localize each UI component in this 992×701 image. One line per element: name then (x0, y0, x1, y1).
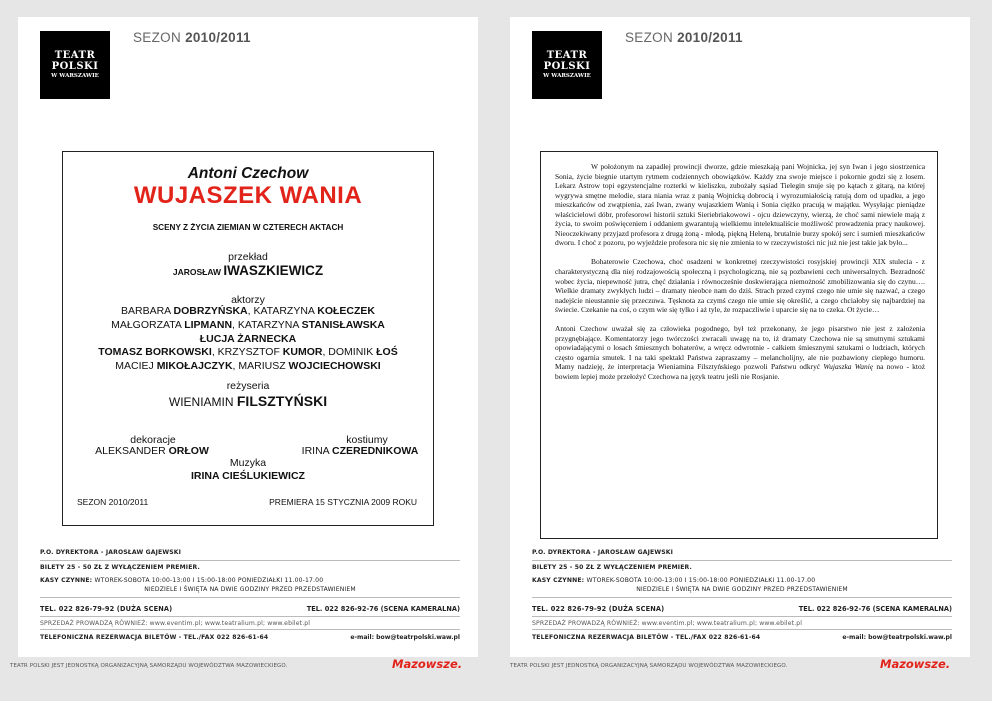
actor-surname: ŁUCJA ŻARNECKA (199, 332, 297, 345)
sets-role: dekoracje (130, 434, 176, 446)
sales-line: SPRZEDAŻ PROWADZĄ RÓWNIEŻ: www.eventim.pl; www.teatralium.pl; www.ebilet.pl (40, 620, 311, 627)
description-text (555, 162, 925, 391)
paragraph-italic-title: Wujaszka Wanię (823, 362, 874, 372)
costumes-last: CZEREDNIKOWA (332, 445, 419, 457)
cast-role: aktorzy (231, 294, 265, 306)
cast-text: MACIEJ (115, 360, 157, 373)
actor-surname: ŁOŚ (376, 346, 398, 359)
credits-box (62, 151, 434, 526)
translator-first: JAROSŁAW (172, 267, 224, 277)
translator-last: IWASZKIEWICZ (223, 263, 324, 278)
direction-role: reżyseria (226, 380, 270, 392)
cast-line (63, 305, 433, 319)
season-prefix: SEZON (625, 30, 678, 45)
director-name (63, 393, 433, 409)
box-office-label: KASY CZYNNE: (40, 577, 95, 584)
logo-line-2: POLSKI (51, 61, 99, 72)
actor-surname: KOŁECZEK (317, 305, 375, 317)
actor-surname: KUMOR (282, 346, 323, 359)
description-paragraph: W położonym na zapadłej prowincji dworze, gdzie mieszkają pani Wojnicka, jej syn Iwan i jego siostrzenica Sonia, życie biegnie utartym rytmem codziennych obowiązków. Każdy zna swoje miejsce i pokornie godzi się z losem. Lekarz Astrow topi egzystencjalne rozterki w kieliszku, zubożały sąsiad Tielegin snuje się po kątach z gitarą, na której wygrywa smętne melodie, stara niania wraz z panią Wojnicką dobrocią i wyrozumiałością ratują dom od upadku, a jego mieszkańców od zwątpienia, zaś Iwan, zwany wujaszkiem Wanią i Sonia ciężko pracują w majątku. Wysyłając pieniądze właścicielowi dóbr, profesorowi historii sztuki Sieriebriakowowi - ojcu dziewczyny, wierzą, że choć sami niewiele mają z życia, to swoim poświęceniem i oddaniem gwarantują wielkiemu intelektualiście możliwość prowadzenia pracy naukowej. Nieoczekiwany przyjazd profesora z drugą żoną - młodą, piękną Heleną, brutalnie burzy spokój serc i sumień mieszkańców dworu. I choć z pozoru, po wyjeździe profesora nic się nie zmienia to w rzeczywistości nic już nie jest takie jak było... (555, 162, 925, 248)
season-year: 2010/2011 (185, 30, 251, 45)
email-line: e-mail: bow@teatrpolski.waw.pl (842, 634, 952, 641)
box-office-hours (40, 577, 460, 584)
divider (40, 560, 460, 561)
tel-main: TEL. 022 826-79-92 (DUŻA SCENA) (532, 605, 665, 613)
bottom-season: SEZON 2010/2011 (77, 497, 149, 507)
divider (532, 560, 952, 561)
play-title: WUJASZEK WANIA (133, 182, 363, 209)
actor-surname: LIPMANN (184, 318, 233, 331)
sales-line: SPRZEDAŻ PROWADZĄ RÓWNIEŻ: www.eventim.pl; www.teatralium.pl; www.ebilet.pl (532, 620, 803, 627)
sets-name (77, 445, 227, 457)
actor-surname: TOMASZ BORKOWSKI (98, 346, 212, 359)
description-paragraph: Bohaterowie Czechowa, choć osadzeni w konkretnej rzeczywistości rosyjskiej prowincji XIX stulecia - z charakterystyczną dla niej rodzajowością społeczną i psychologiczną, nie są pozbawieni cech uniwersalnych. Bezradność wobec życia, niepewność jutra, chęć działania i równocześnie doskwierająca niemożność zmobilizowania się do czynu…. Wielkie dramaty zwykłych ludzi – dramaty nieobce nam do dziś. Strach przed czymś czego nie umie się nazwać, a czego nadejście nieustannie się przeczuwa. Tęsknota za czymś czego nie umie się określić, a czego chciałoby się najbardziej na świecie. Czekanie na coś, o czym wie się tylko i aż tyle, że rozpaczliwie i uparcie się na to czeka. Ot życie… (555, 257, 925, 315)
season-year: 2010/2011 (677, 30, 743, 45)
mazowsze-logo: Mazowsze. (880, 657, 951, 671)
cast-line (63, 360, 433, 374)
logo-line-2: POLSKI (543, 61, 591, 72)
phone-booking: TELEFONICZNA REZERWACJA BILETÓW - TEL./FAX 022 826-61-64 (40, 634, 269, 641)
box-office-hours-value: WTOREK-SOBOTA 10:00-13:00 I 15:00-18:00 PONIEDZIAŁKI 11.00-17.00 (94, 577, 324, 584)
teatr-polski-logo (40, 31, 110, 99)
logo-line-3: W WARSZAWIE (51, 73, 99, 79)
logo-line-1: TEATR (54, 50, 96, 61)
sets-last: ORŁOW (168, 445, 209, 457)
music-role: Muzyka (229, 457, 267, 469)
director-last: FILSZTYŃSKI (236, 393, 328, 409)
actor-surname: STANISŁAWSKA (301, 318, 385, 331)
author: Antoni Czechow (187, 165, 309, 182)
divider (532, 629, 952, 630)
teatr-polski-logo (532, 31, 602, 99)
actor-surname: WOJCIECHOWSKI (288, 360, 381, 373)
play-subtitle: SCENY Z ŻYCIA ZIEMIAN W CZTERECH AKTACH (152, 223, 344, 232)
box-office-holidays: NIEDZIELE I ŚWIĘTA NA DWIE GODZINY PRZED PRZEDSTAWIENIEM (144, 586, 356, 593)
email-line: e-mail: bow@teatrpolski.waw.pl (350, 634, 460, 641)
cast-line (63, 319, 433, 333)
divider (532, 597, 952, 598)
divider (532, 616, 952, 617)
costumes-role: kostiumy (346, 434, 388, 446)
phone-booking: TELEFONICZNA REZERWACJA BILETÓW - TEL./FAX 022 826-61-64 (532, 634, 761, 641)
music-name: IRINA CIEŚLUKIEWICZ (191, 470, 305, 482)
tickets-line: BILETY 25 - 50 ZŁ Z WYŁĄCZENIEM PREMIER. (532, 564, 692, 571)
actor-surname: DOBRZYŃSKA (173, 305, 248, 317)
divider (40, 616, 460, 617)
tel-chamber: TEL. 022 826-92-76 (SCENA KAMERALNA) (798, 605, 952, 613)
director-first: WIENIAMIN (168, 395, 237, 409)
cast-text: , KATARZYNA (247, 305, 318, 317)
box-office-hours-value: WTOREK-SOBOTA 10:00-13:00 I 15:00-18:00 PONIEDZIAŁKI 11.00-17.00 (586, 577, 816, 584)
bottom-note: TEATR POLSKI JEST JEDNOSTKĄ ORGANIZACYJNĄ SAMORZĄDU WOJEWÓDZTWA MAZOWIECKIEGO. (10, 663, 288, 669)
description-paragraph (555, 324, 925, 381)
cast-text: , KRZYSZTOF (211, 346, 283, 359)
divider (40, 597, 460, 598)
box-office-hours (532, 577, 952, 584)
actor-surname: MIKOŁAJCZYK (156, 360, 233, 373)
season-header (133, 30, 251, 45)
director-line: P.O. DYREKTORA - JAROSŁAW GAJEWSKI (40, 549, 182, 556)
box-office-holidays: NIEDZIELE I ŚWIĘTA NA DWIE GODZINY PRZED PRZEDSTAWIENIEM (636, 586, 848, 593)
costumes-name (285, 445, 435, 457)
divider (40, 629, 460, 630)
logo-line-3: W WARSZAWIE (543, 73, 591, 79)
translation-role: przekład (228, 251, 268, 263)
cast-text: BARBARA (121, 305, 174, 317)
tickets-line: BILETY 25 - 50 ZŁ Z WYŁĄCZENIEM PREMIER. (40, 564, 200, 571)
cast-text: , KATARZYNA (232, 318, 302, 331)
costumes-first: IRINA (301, 445, 332, 457)
director-line: P.O. DYREKTORA - JAROSŁAW GAJEWSKI (532, 549, 674, 556)
poster-page-description (510, 17, 970, 657)
paragraph-text: na nowo - ktoż bowiem lepiej może przełożyć Czechowa na język teatru jeśli nie Rosjanie. (555, 362, 925, 381)
translator-name (63, 263, 433, 278)
poster-page-credits (18, 17, 478, 657)
paragraph-text: Antoni Czechow uważał się za człowieka pogodnego, był też przekonany, że jego pisarstwo nie jest z założenia przygnębiające. Komentatorzy jego twórczości zwracali uwagę na to, iż dramaty Czechowa nie są smutnymi sztukami opowiadającymi o losach śmiesznych bohaterów, a wręcz odwrotnie - całkiem śmiesznymi sztukami o ludziach, których często ogarnia smutek. I na taki spektakl Państwa zapraszamy – melancholijny, ale nie pozbawiony ciepłego humoru. Mamy nadzieję, że interpretacja Wieniamina Filsztyńskiego pozwoli Państwu odkryć (555, 324, 925, 372)
cast-text: , MARIUSZ (232, 360, 289, 373)
description-box (540, 151, 938, 539)
cast-line (63, 333, 433, 347)
sets-first: ALEKSANDER (95, 445, 169, 457)
cast-text: MAŁGORZATA (111, 318, 185, 331)
cast-list (63, 305, 433, 374)
cast-line (63, 346, 433, 360)
mazowsze-logo: Mazowsze. (392, 657, 463, 671)
tel-chamber: TEL. 022 826-92-76 (SCENA KAMERALNA) (306, 605, 460, 613)
bottom-note: TEATR POLSKI JEST JEDNOSTKĄ ORGANIZACYJNĄ SAMORZĄDU WOJEWÓDZTWA MAZOWIECKIEGO. (510, 663, 788, 669)
premiere-date: PREMIERA 15 STYCZNIA 2009 ROKU (269, 497, 417, 507)
season-prefix: SEZON (133, 30, 186, 45)
box-office-label: KASY CZYNNE: (532, 577, 587, 584)
logo-line-1: TEATR (546, 50, 588, 61)
tel-main: TEL. 022 826-79-92 (DUŻA SCENA) (40, 605, 173, 613)
season-header (625, 30, 743, 45)
cast-text: , DOMINIK (322, 346, 377, 359)
